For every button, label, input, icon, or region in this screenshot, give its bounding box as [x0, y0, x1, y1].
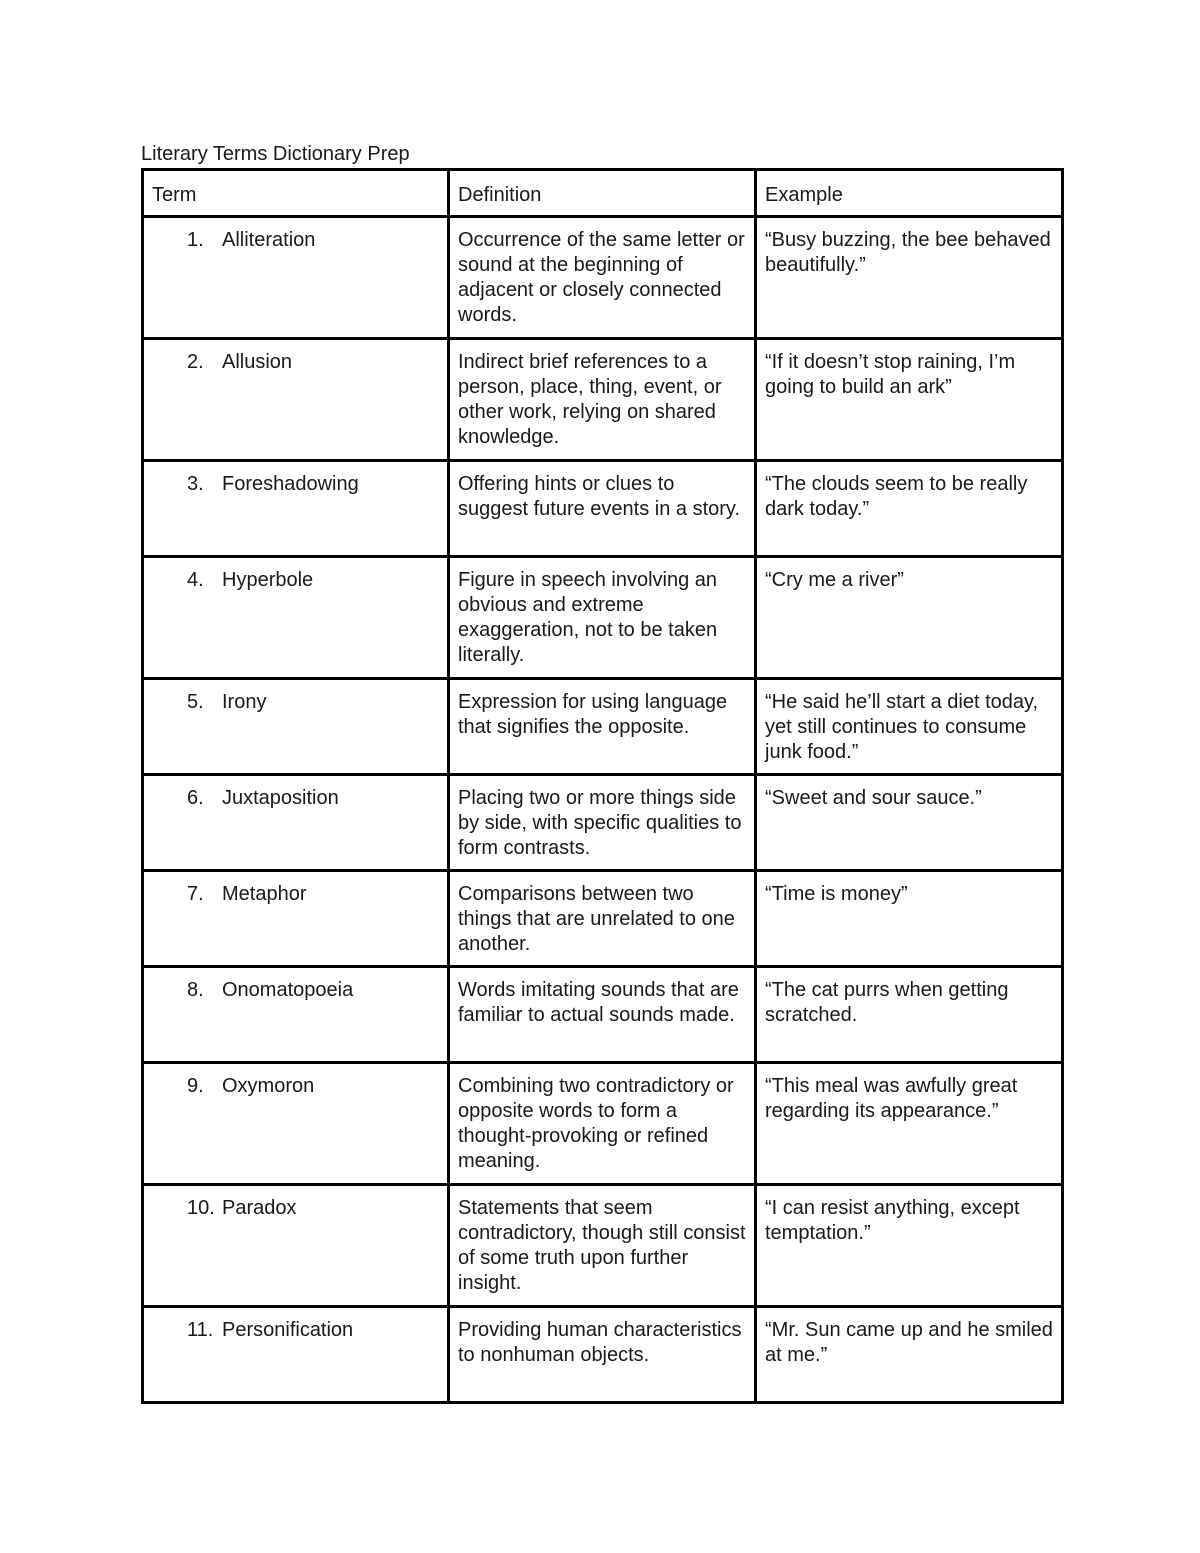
table-row — [143, 1307, 1063, 1403]
term-cell — [143, 1185, 449, 1307]
term-cell — [143, 217, 449, 339]
term-name: Paradox — [222, 1197, 297, 1219]
term-cell — [143, 967, 449, 1063]
term-cell — [143, 775, 449, 871]
example-cell: “Mr. Sun came up and he smiled at me.” — [756, 1307, 1063, 1403]
term-cell — [143, 1063, 449, 1185]
table-row — [143, 339, 1063, 461]
definition-cell: Words imitating sounds that are familiar to actual sounds made. — [449, 967, 756, 1063]
term-name: Onomatopoeia — [222, 979, 354, 1001]
term-number: 7. — [187, 883, 204, 905]
definition-cell: Placing two or more things side by side, with specific qualities to form contrasts. — [449, 775, 756, 871]
table-row — [143, 967, 1063, 1063]
table-row — [143, 1185, 1063, 1307]
page-title: Literary Terms Dictionary Prep — [141, 143, 410, 165]
term-name: Personification — [222, 1319, 354, 1341]
term-number: 4. — [187, 569, 204, 591]
term-number: 1. — [187, 229, 204, 251]
definition-cell: Indirect brief references to a person, place, thing, event, or other work, relying on shared knowledge. — [449, 339, 756, 461]
example-cell: “The clouds seem to be really dark today.” — [756, 461, 1063, 557]
example-cell: “This meal was awfully great regarding its appearance.” — [756, 1063, 1063, 1185]
table-header-row — [143, 170, 1063, 217]
header-definition: Definition — [449, 170, 756, 217]
header-example: Example — [756, 170, 1063, 217]
term-number: 8. — [187, 979, 204, 1001]
table-row — [143, 871, 1063, 967]
table-row — [143, 461, 1063, 557]
term-name: Juxtaposition — [222, 787, 339, 809]
table-row — [143, 557, 1063, 679]
term-number: 2. — [187, 351, 204, 373]
header-term: Term — [143, 170, 449, 217]
definition-cell: Figure in speech involving an obvious and extreme exaggeration, not to be taken literally. — [449, 557, 756, 679]
example-cell: “Time is money” — [756, 871, 1063, 967]
definition-cell: Expression for using language that signifies the opposite. — [449, 679, 756, 775]
example-cell: “I can resist anything, except temptation.” — [756, 1185, 1063, 1307]
example-cell: “He said he’ll start a diet today, yet still continues to consume junk food.” — [756, 679, 1063, 775]
term-cell — [143, 557, 449, 679]
table-row — [143, 1063, 1063, 1185]
term-cell — [143, 1307, 449, 1403]
term-number: 3. — [187, 473, 204, 495]
term-name: Alliteration — [222, 229, 316, 251]
example-cell: “The cat purrs when getting scratched. — [756, 967, 1063, 1063]
example-cell: “If it doesn’t stop raining, I’m going to build an ark” — [756, 339, 1063, 461]
definition-cell: Providing human characteristics to nonhuman objects. — [449, 1307, 756, 1403]
term-cell — [143, 339, 449, 461]
definition-cell: Offering hints or clues to suggest future events in a story. — [449, 461, 756, 557]
term-number: 9. — [187, 1075, 204, 1097]
table-row — [143, 679, 1063, 775]
term-name: Metaphor — [222, 883, 307, 905]
term-number: 6. — [187, 787, 204, 809]
definition-cell: Comparisons between two things that are unrelated to one another. — [449, 871, 756, 967]
term-name: Irony — [222, 691, 267, 713]
term-cell — [143, 461, 449, 557]
terms-table — [141, 168, 1064, 1404]
example-cell: “Sweet and sour sauce.” — [756, 775, 1063, 871]
definition-cell: Occurrence of the same letter or sound at the beginning of adjacent or closely connected words. — [449, 217, 756, 339]
definition-cell: Statements that seem contradictory, though still consist of some truth upon further insight. — [449, 1185, 756, 1307]
term-number: 10. — [187, 1197, 215, 1219]
term-number: 5. — [187, 691, 204, 713]
table-row — [143, 775, 1063, 871]
term-name: Hyperbole — [222, 569, 314, 591]
term-name: Foreshadowing — [222, 473, 359, 495]
term-cell — [143, 871, 449, 967]
term-cell — [143, 679, 449, 775]
example-cell: “Cry me a river” — [756, 557, 1063, 679]
term-name: Allusion — [222, 351, 293, 373]
definition-cell: Combining two contradictory or opposite words to form a thought-provoking or refined meaning. — [449, 1063, 756, 1185]
term-number: 11. — [187, 1319, 214, 1341]
table-row — [143, 217, 1063, 339]
term-name: Oxymoron — [222, 1075, 315, 1097]
example-cell: “Busy buzzing, the bee behaved beautifully.” — [756, 217, 1063, 339]
